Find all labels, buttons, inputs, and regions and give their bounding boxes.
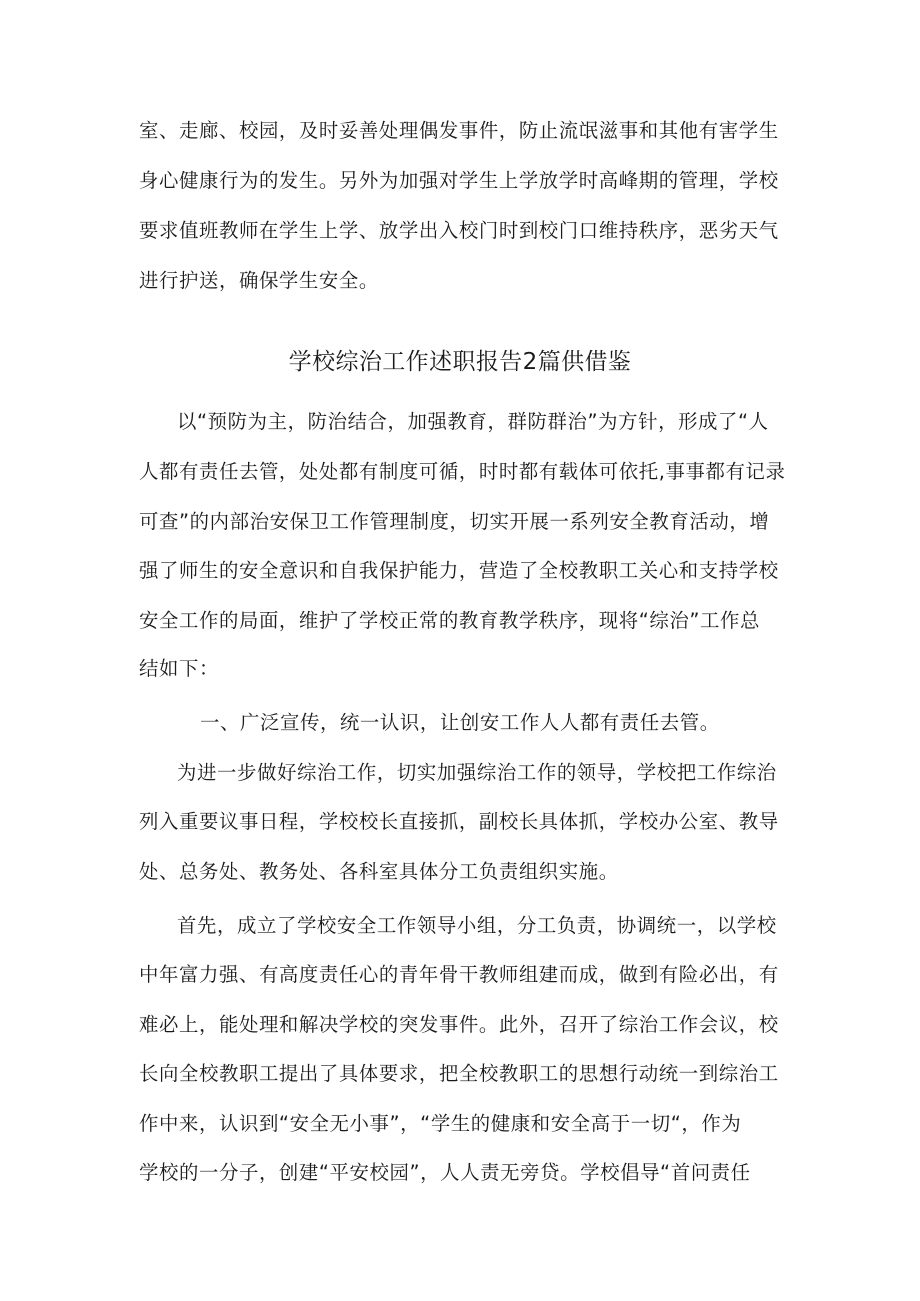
text-line: 中年富力强、有高度责任心的青年骨干教师组建而成，做到有险必出，有 bbox=[139, 963, 779, 986]
text-line: 难必上，能处理和解决学校的突发事件。此外，召开了综治工作会议，校 bbox=[139, 1013, 779, 1036]
text-line: 首先，成立了学校安全工作领导小组，分工负责，协调统一，以学校 bbox=[177, 914, 777, 937]
text-line: 长向全校教职工提出了具体要求，把全校教职工的思想行动统一到综治工 bbox=[139, 1062, 779, 1085]
text-line: 列入重要议事日程，学校校长直接抓，副校长具体抓，学校办公室、教导 bbox=[139, 810, 779, 833]
text-line: 处、总务处、教务处、各科室具体分工负责组织实施。 bbox=[139, 860, 619, 883]
text-line: 学校的一分子，创建“平安校园”，人人责无旁贷。学校倡导“首问责任 bbox=[139, 1161, 751, 1184]
text-line: 作中来，认识到“安全无小事”，“学生的健康和安全高于一切“，作为 bbox=[139, 1112, 742, 1135]
section-heading: 一、广泛宣传，统一认识，让创安工作人人都有责任去管。 bbox=[200, 711, 720, 734]
text-line: 为进一步做好综治工作，切实加强综治工作的领导，学校把工作综治 bbox=[177, 761, 777, 784]
text-line: 室、走廊、校园，及时妥善处理偶发事件，防止流氓滋事和其他有害学生 bbox=[139, 119, 779, 142]
text-line: 身心健康行为的发生。另外为加强对学生上学放学时高峰期的管理，学校 bbox=[139, 169, 779, 192]
text-line: 要求值班教师在学生上学、放学出入校门时到校门口维持秩序，恶劣天气 bbox=[139, 219, 779, 242]
text-line: 进行护送，确保学生安全。 bbox=[139, 269, 379, 292]
text-line: 人都有责任去管，处处都有制度可循，时时都有载体可依托,事事都有记录 bbox=[139, 460, 786, 483]
text-line: 可查”的内部治安保卫工作管理制度，切实开展一系列安全教育活动，增 bbox=[139, 510, 770, 533]
text-line: 以“预防为主，防治结合，加强教育，群防群治”为方针，形成了“人 bbox=[177, 410, 769, 433]
text-line: 强了师生的安全意识和自我保护能力，营造了全校教职工关心和支持学校 bbox=[139, 559, 779, 582]
document-title: 学校综治工作述职报告2篇供借鉴 bbox=[288, 349, 632, 375]
text-line: 结如下： bbox=[139, 657, 219, 680]
text-line: 安全工作的局面，维护了学校正常的教育教学秩序，现将“综治”工作总 bbox=[139, 609, 761, 632]
